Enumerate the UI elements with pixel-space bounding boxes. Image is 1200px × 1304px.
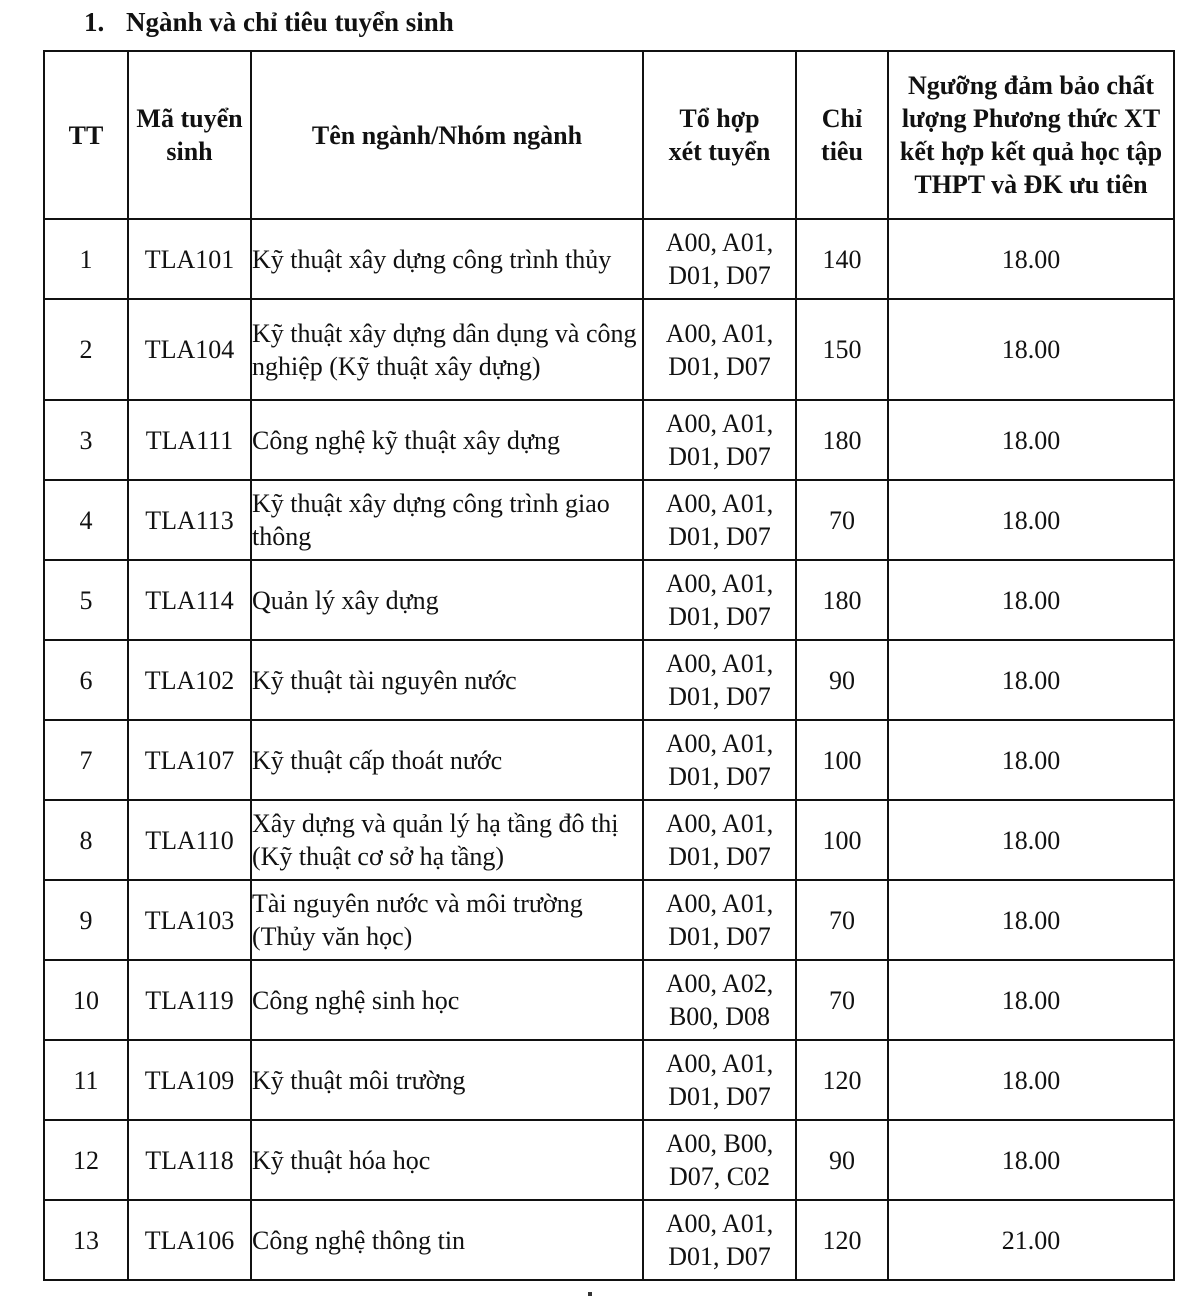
cell-code: TLA104 xyxy=(128,299,251,400)
cell-code: TLA103 xyxy=(128,880,251,960)
cell-name: Kỹ thuật xây dựng công trình giao thông xyxy=(251,480,643,560)
cell-name: Kỹ thuật hóa học xyxy=(251,1120,643,1200)
cell-name: Kỹ thuật cấp thoát nước xyxy=(251,720,643,800)
cell-score: 18.00 xyxy=(888,960,1174,1040)
page-mark xyxy=(588,1292,592,1296)
cell-quota: 150 xyxy=(796,299,888,400)
section-heading xyxy=(84,4,454,40)
cell-name: Kỹ thuật môi trường xyxy=(251,1040,643,1120)
cell-score: 18.00 xyxy=(888,400,1174,480)
cell-combo: A00, A01, D01, D07 xyxy=(643,480,796,560)
cell-combo: A00, A01, D01, D07 xyxy=(643,880,796,960)
cell-tt: 5 xyxy=(44,560,128,640)
cell-quota: 70 xyxy=(796,480,888,560)
cell-code: TLA106 xyxy=(128,1200,251,1280)
cell-name: Kỹ thuật xây dựng dân dụng và công nghiệp (Kỹ thuật xây dựng) xyxy=(251,299,643,400)
cell-code: TLA113 xyxy=(128,480,251,560)
cell-combo: A00, A02, B00, D08 xyxy=(643,960,796,1040)
cell-combo: A00, B00, D07, C02 xyxy=(643,1120,796,1200)
cell-code: TLA109 xyxy=(128,1040,251,1120)
cell-quota: 140 xyxy=(796,219,888,299)
cell-score: 18.00 xyxy=(888,299,1174,400)
table-row xyxy=(44,400,1174,480)
table-row xyxy=(44,960,1174,1040)
cell-quota: 90 xyxy=(796,1120,888,1200)
admissions-table xyxy=(43,50,1175,1281)
cell-score: 18.00 xyxy=(888,640,1174,720)
cell-combo: A00, A01, D01, D07 xyxy=(643,299,796,400)
cell-tt: 12 xyxy=(44,1120,128,1200)
header-tt: TT xyxy=(44,51,128,219)
cell-code: TLA118 xyxy=(128,1120,251,1200)
cell-combo: A00, A01, D01, D07 xyxy=(643,400,796,480)
cell-quota: 100 xyxy=(796,800,888,880)
cell-quota: 100 xyxy=(796,720,888,800)
cell-quota: 90 xyxy=(796,640,888,720)
table-row xyxy=(44,1120,1174,1200)
cell-quota: 180 xyxy=(796,560,888,640)
cell-tt: 10 xyxy=(44,960,128,1040)
cell-name: Công nghệ kỹ thuật xây dựng xyxy=(251,400,643,480)
cell-tt: 4 xyxy=(44,480,128,560)
cell-tt: 3 xyxy=(44,400,128,480)
cell-code: TLA110 xyxy=(128,800,251,880)
cell-tt: 11 xyxy=(44,1040,128,1120)
section-title: Ngành và chỉ tiêu tuyển sinh xyxy=(126,7,454,37)
table-row xyxy=(44,880,1174,960)
cell-quota: 120 xyxy=(796,1200,888,1280)
cell-tt: 7 xyxy=(44,720,128,800)
cell-score: 18.00 xyxy=(888,1120,1174,1200)
cell-tt: 8 xyxy=(44,800,128,880)
cell-combo: A00, A01, D01, D07 xyxy=(643,1200,796,1280)
cell-quota: 70 xyxy=(796,880,888,960)
section-number: 1. xyxy=(84,7,105,37)
table-row xyxy=(44,640,1174,720)
header-quota: Chỉ tiêu xyxy=(796,51,888,219)
cell-quota: 180 xyxy=(796,400,888,480)
cell-name: Tài nguyên nước và môi trường (Thủy văn học) xyxy=(251,880,643,960)
cell-tt: 2 xyxy=(44,299,128,400)
cell-combo: A00, A01, D01, D07 xyxy=(643,800,796,880)
cell-combo: A00, A01, D01, D07 xyxy=(643,219,796,299)
cell-combo: A00, A01, D01, D07 xyxy=(643,640,796,720)
cell-code: TLA101 xyxy=(128,219,251,299)
cell-score: 18.00 xyxy=(888,720,1174,800)
cell-combo: A00, A01, D01, D07 xyxy=(643,560,796,640)
table-row xyxy=(44,1200,1174,1280)
cell-name: Quản lý xây dựng xyxy=(251,560,643,640)
cell-name: Kỹ thuật tài nguyên nước xyxy=(251,640,643,720)
table-row xyxy=(44,299,1174,400)
cell-score: 18.00 xyxy=(888,880,1174,960)
cell-code: TLA102 xyxy=(128,640,251,720)
cell-name: Kỹ thuật xây dựng công trình thủy xyxy=(251,219,643,299)
cell-tt: 6 xyxy=(44,640,128,720)
table-row xyxy=(44,560,1174,640)
header-score: Ngưỡng đảm bảo chất lượng Phương thức XT kết hợp kết quả học tập THPT và ĐK ưu tiên xyxy=(888,51,1174,219)
table-row xyxy=(44,480,1174,560)
cell-tt: 9 xyxy=(44,880,128,960)
cell-code: TLA107 xyxy=(128,720,251,800)
cell-quota: 70 xyxy=(796,960,888,1040)
cell-combo: A00, A01, D01, D07 xyxy=(643,1040,796,1120)
cell-score: 18.00 xyxy=(888,1040,1174,1120)
cell-name: Xây dựng và quản lý hạ tầng đô thị (Kỹ thuật cơ sở hạ tầng) xyxy=(251,800,643,880)
cell-score: 18.00 xyxy=(888,800,1174,880)
cell-combo: A00, A01, D01, D07 xyxy=(643,720,796,800)
cell-code: TLA114 xyxy=(128,560,251,640)
header-code: Mã tuyển sinh xyxy=(128,51,251,219)
table-row xyxy=(44,1040,1174,1120)
table-header-row xyxy=(44,51,1174,219)
header-combo: Tổ hợp xét tuyển xyxy=(643,51,796,219)
table-row xyxy=(44,800,1174,880)
cell-tt: 1 xyxy=(44,219,128,299)
cell-score: 21.00 xyxy=(888,1200,1174,1280)
table-row xyxy=(44,219,1174,299)
cell-name: Công nghệ thông tin xyxy=(251,1200,643,1280)
cell-score: 18.00 xyxy=(888,560,1174,640)
cell-code: TLA119 xyxy=(128,960,251,1040)
cell-quota: 120 xyxy=(796,1040,888,1120)
cell-name: Công nghệ sinh học xyxy=(251,960,643,1040)
cell-score: 18.00 xyxy=(888,480,1174,560)
table-row xyxy=(44,720,1174,800)
cell-score: 18.00 xyxy=(888,219,1174,299)
cell-tt: 13 xyxy=(44,1200,128,1280)
header-name: Tên ngành/Nhóm ngành xyxy=(251,51,643,219)
cell-code: TLA111 xyxy=(128,400,251,480)
